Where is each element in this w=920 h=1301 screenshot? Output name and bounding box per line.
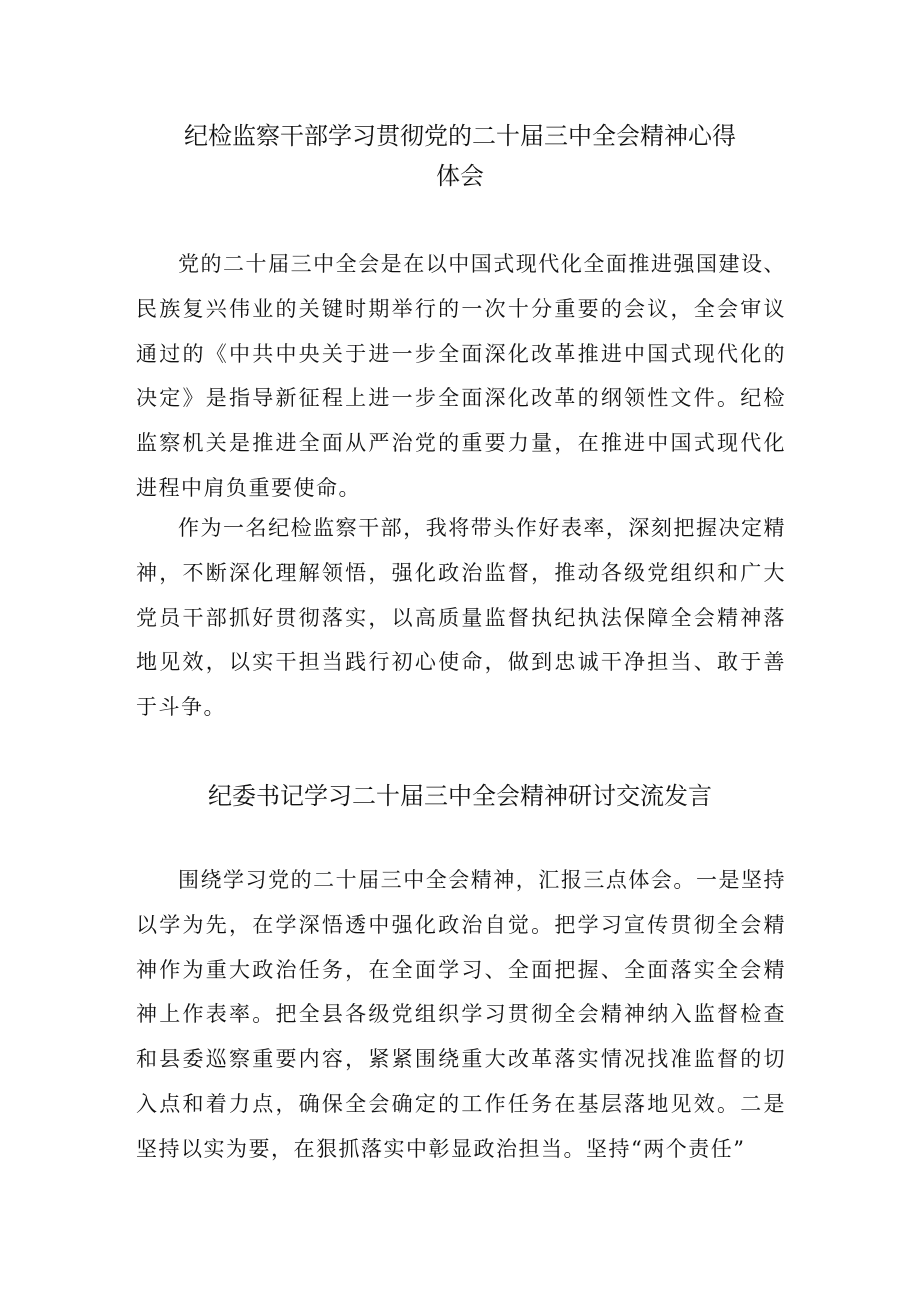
article-1-paragraph-1: 党的二十届三中全会是在以中国式现代化全面推进强国建设、民族复兴伟业的关键时期举行的一次十分重要的会议，全会审议通过的《中共中央关于进一步全面深化改革推进中国式现代化的决定》是指导新征程上进一步全面深化改革的纲领性文件。纪检监察机关是推进全面从严治党的重要力量，在推进中国式现代化进程中肩负重要使命。 <box>136 252 786 500</box>
article-1-title <box>120 116 800 196</box>
article-2-title: 纪委书记学习二十届三中全会精神研讨交流发言 <box>208 782 712 810</box>
article-2-paragraph-1: 围绕学习党的二十届三中全会精神，汇报三点体会。一是坚持以学为先，在学深悟透中强化政治自觉。把学习宣传贯彻全会精神作为重大政治任务，在全面学习、全面把握、全面落实全会精神上作表率。把全县各级党组织学习贯彻全会精神纳入监督检查和县委巡察重要内容，紧紧围绕重大改革落实情况找准监督的切入点和着力点，确保全会确定的工作任务在基层落地见效。二是坚持以实为要，在狠抓落实中彰显政治担当。坚持“两个责任” <box>136 868 786 1161</box>
article-1-paragraph-2: 作为一名纪检监察干部，我将带头作好表率，深刻把握决定精神，不断深化理解领悟，强化政治监督，推动各级党组织和广大党员干部抓好贯彻落实，以高质量监督执纪执法保障全会精神落地见效，以实干担当践行初心使命，做到忠诚干净担当、敢于善于斗争。 <box>136 516 786 720</box>
article-1-title-line-2: 体会 <box>436 162 484 190</box>
article-1-title-line-1: 纪检监察干部学习贯彻党的二十届三中全会精神心得 <box>184 122 736 150</box>
